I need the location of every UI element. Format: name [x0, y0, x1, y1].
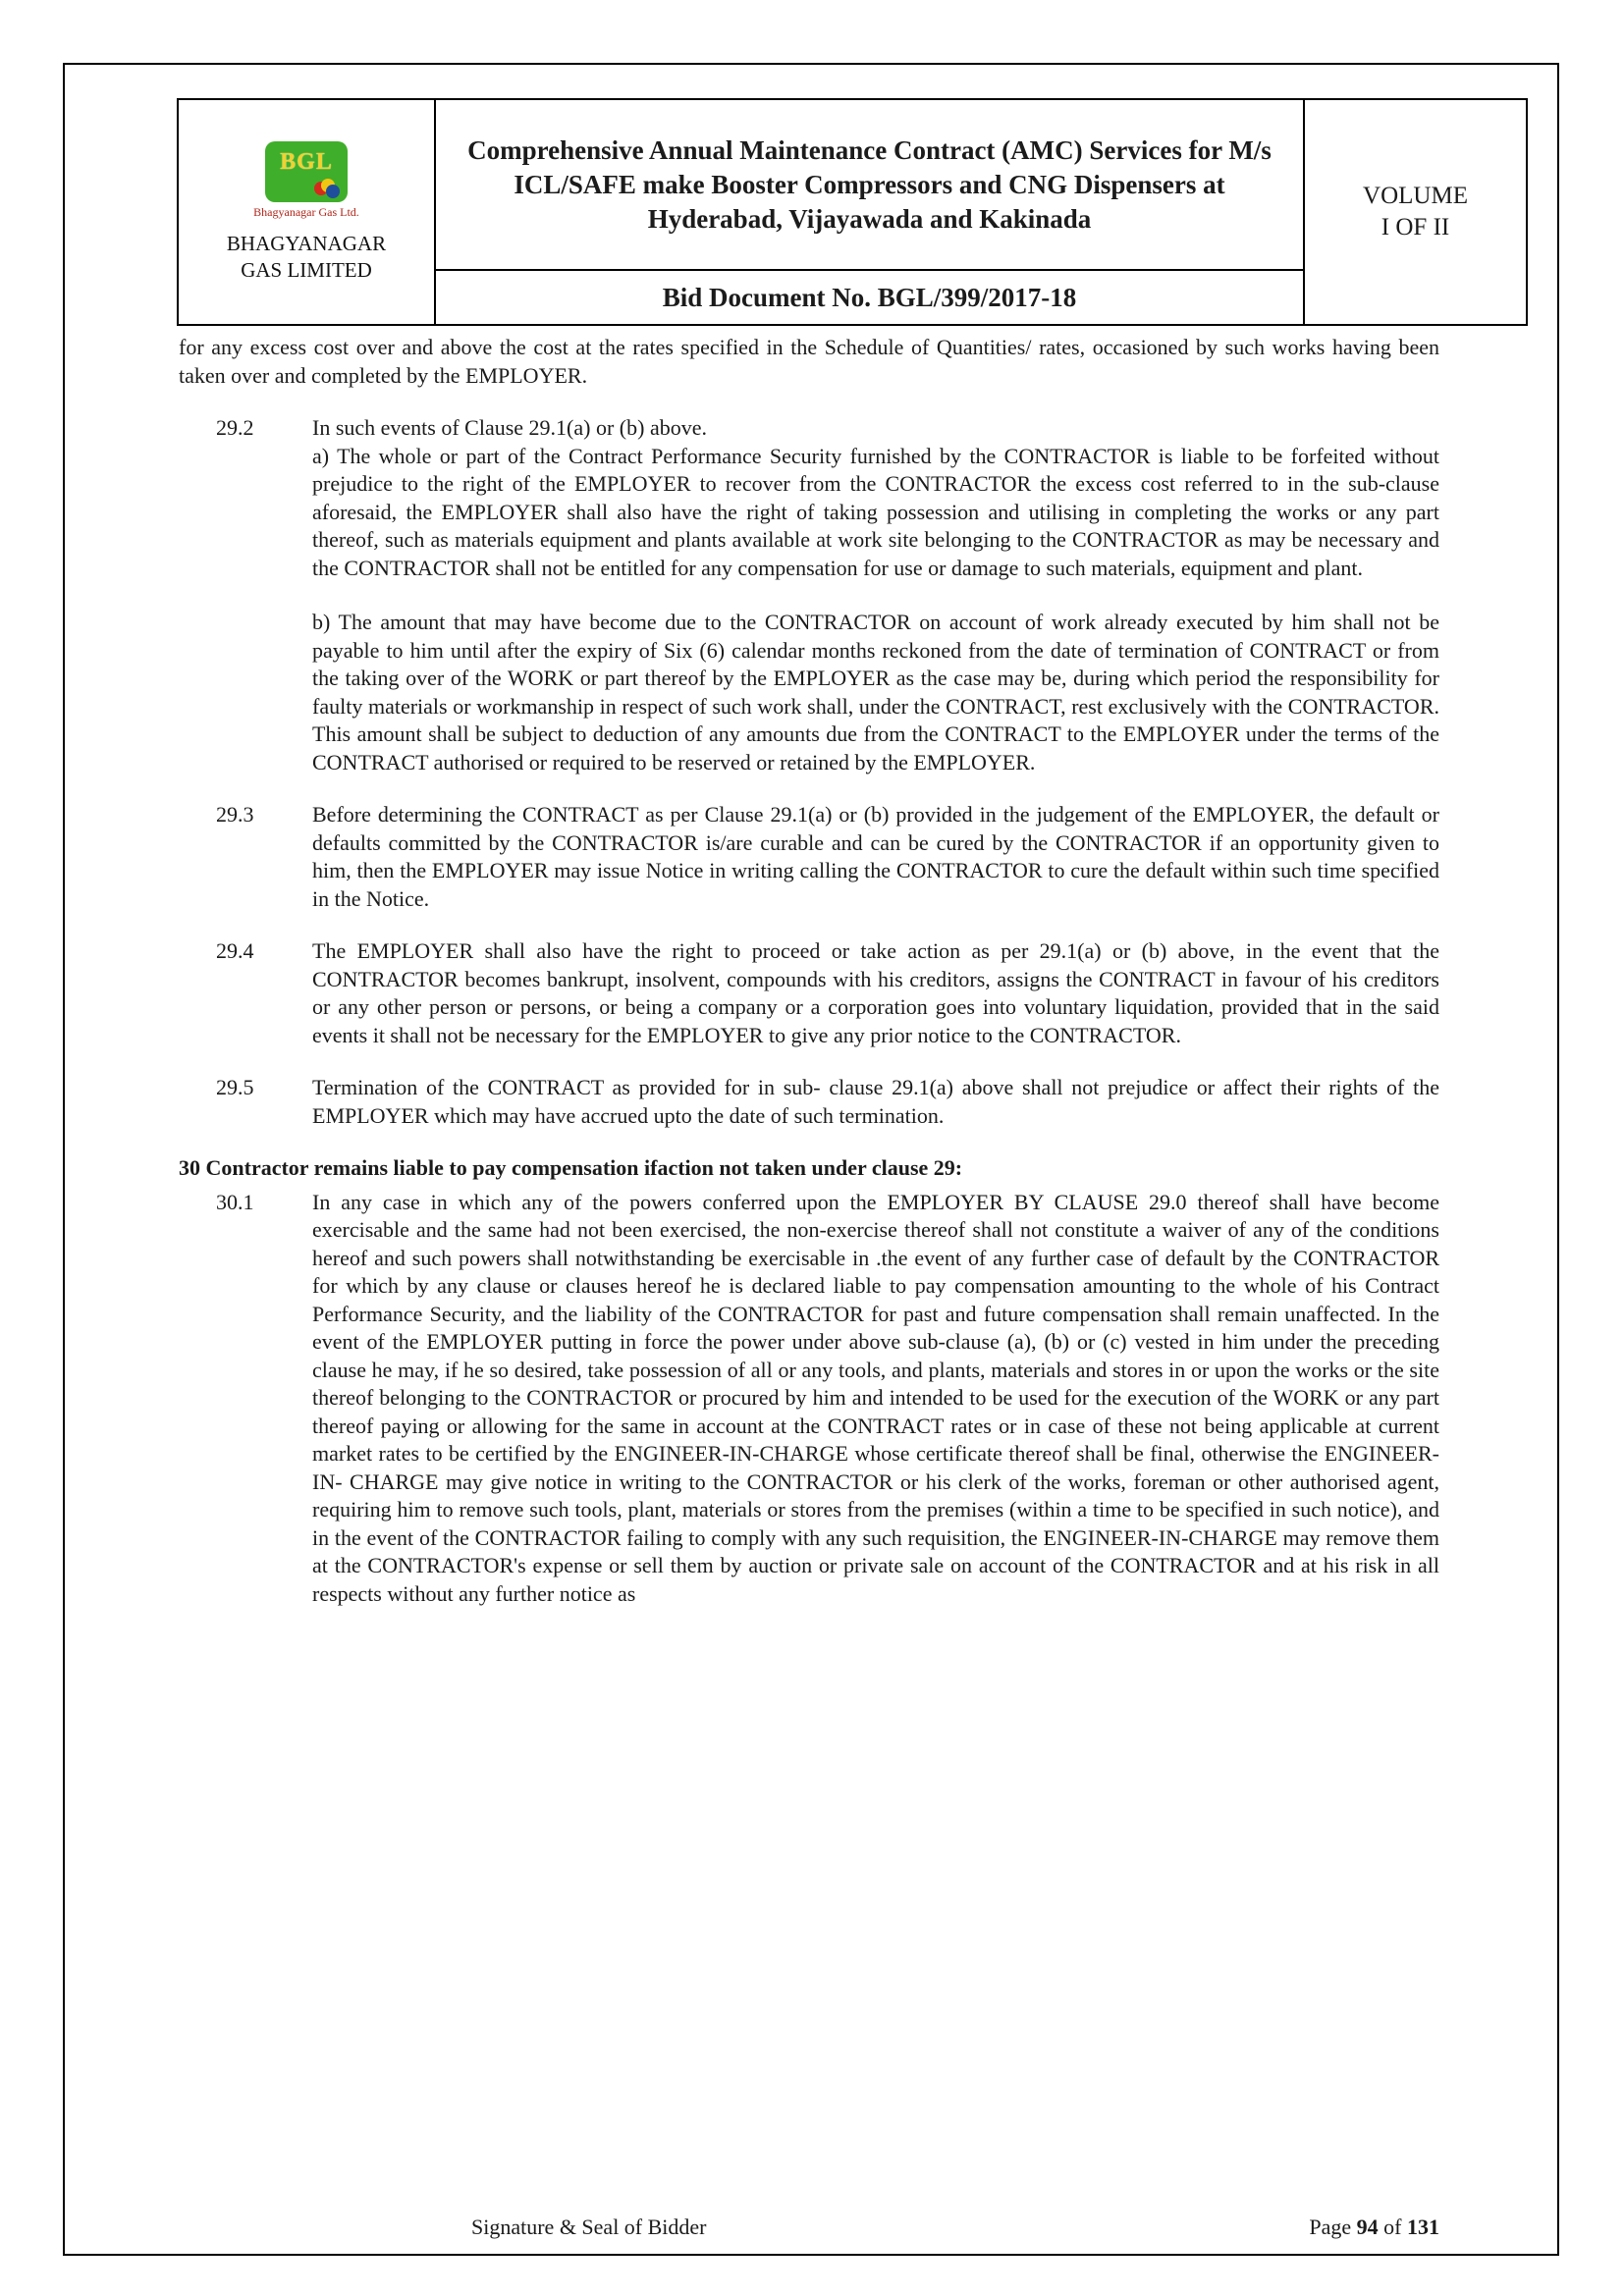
clause-29-2-a: a) The whole or part of the Contract Performance Security furnished by the CONTRACTOR is liable to be forfeited without prejudice to the right of the EMPLOYER to recover from the CONTRACTOR the excess cost referred to in the sub-clause aforesaid, the EMPLOYER shall also have the right of taking possession and utilising in completing the works or any part thereof, such as materials equipment and plants available at work site belonging to the CONTRACTOR as may be necessary and the CONTRACTOR shall not be entitled for any compensation for use or damage to such materials, equipment and plant.	[312, 443, 1439, 580]
logo-cell	[178, 99, 435, 325]
volume-line2: I OF II	[1380, 214, 1450, 240]
page-of-label: of	[1383, 2215, 1402, 2239]
organization-name-line2: GAS LIMITED	[241, 257, 372, 282]
clause-number: 29.2	[216, 415, 254, 440]
bid-document-number: Bid Document No. BGL/399/2017-18	[662, 282, 1077, 312]
clause-29-5	[179, 1074, 1439, 1130]
clause-number: 29.4	[216, 938, 254, 963]
header-table	[177, 98, 1528, 326]
page-current: 94	[1356, 2215, 1379, 2239]
organization-name	[189, 231, 424, 284]
clause-29-2	[179, 414, 1439, 776]
page-number	[1309, 2215, 1439, 2240]
document-title: Comprehensive Annual Maintenance Contract (AMC) Services for M/s ICL/SAFE make Booster Compressors and CNG Dispensers at Hyderabad, Vijayawada and Kakinada	[467, 134, 1272, 234]
bgl-logo-text: BGL	[280, 148, 333, 175]
bid-document-number-cell	[435, 270, 1304, 325]
clause-text	[312, 801, 1439, 913]
section-30-heading: 30 Contractor remains liable to pay compensation ifaction not taken under clause 29:	[179, 1155, 963, 1180]
clause-number: 29.3	[216, 802, 254, 827]
document-title-cell	[435, 99, 1304, 270]
clause-29-2-b: b) The amount that may have become due to the CONTRACTOR on account of work already executed by him shall not be payable to him until after the expiry of Six (6) calendar months reckoned from the date of termination of CONTRACT or from the taking over of the WORK or part thereof by the EMPLOYER as the case may be, during which period the responsibility for faulty materials or workmanship in respect of such work shall, under the CONTRACT, rest exclusively with the CONTRACTOR. This amount shall be subject to deduction of any amounts due from the CONTRACT to the EMPLOYER under the terms of the CONTRACT authorised or required to be reserved or retained by the EMPLOYER.	[312, 610, 1439, 774]
clause-29-3	[179, 801, 1439, 913]
volume-line1: VOLUME	[1363, 183, 1468, 209]
clause-text	[312, 937, 1439, 1049]
clause-30-1-text: In any case in which any of the powers conferred upon the EMPLOYER BY CLAUSE 29.0 thereof shall have become exercisable and the same had not been exercised, the non-exercise thereof shall not constitute a waiver of any of the conditions hereof and such powers shall notwithstanding be exercisable in .the event of any further case of default by the CONTRACTOR for which by any clause or clauses hereof he is declared liable to pay compensation amounting to the whole of his Contract Performance Security, and the liability of the CONTRACTOR for past and future compensation shall remain unaffected. In the event of the EMPLOYER putting in force the power under above sub-clause (a), (b) or (c) vested in him under the preceding clause he may, if he so desired, take possession of all or any tools, and plants, materials and stores in or upon the works or the site thereof belonging to the CONTRACTOR or procured by him and intended to be used for the execution of the WORK or any part thereof paying or allowing for the same in account at the CONTRACT rates or in case of these not being applicable at current market rates to be certified by the ENGINEER-IN-CHARGE whose certificate thereof shall be final, otherwise the ENGINEER-IN- CHARGE may give notice in writing to the CONTRACTOR or his clerk of the works, foreman or other authorised agent, requiring him to remove such tools, plant, materials or stores from the premises (within a time to be specified in such notice), and in the event of the CONTRACTOR failing to comply with any such requisition, the ENGINEER-IN-CHARGE may remove them at the CONTRACTOR's expense or sell them by auction or private sale on account of the CONTRACTOR and at his risk in all respects without any further notice as	[312, 1189, 1439, 1606]
volume-cell	[1304, 99, 1527, 325]
document-body	[179, 334, 1439, 1608]
volume-label	[1315, 181, 1516, 243]
page-footer	[63, 2215, 1559, 2248]
signature-seal-label: Signature & Seal of Bidder	[471, 2215, 707, 2239]
logo-tagline: Bhagyanagar Gas Ltd.	[253, 204, 359, 219]
clause-29-2-lead: In such events of Clause 29.1(a) or (b) above.	[312, 415, 707, 440]
clause-29-4	[179, 937, 1439, 1049]
clause-29-5-text: Termination of the CONTRACT as provided for in sub- clause 29.1(a) above shall not prejudice or affect their rights of the EMPLOYER which may have accrued upto the date of such termination.	[312, 1075, 1439, 1128]
clause-number: 29.5	[216, 1075, 254, 1099]
page-label: Page	[1309, 2215, 1352, 2239]
page-total: 131	[1407, 2215, 1439, 2239]
clause-30-1	[179, 1189, 1439, 1609]
bgl-logo-icon	[265, 141, 348, 202]
clause-29-4-text: The EMPLOYER shall also have the right to proceed or take action as per 29.1(a) or (b) above, in the event that the CONTRACTOR becomes bankrupt, insolvent, compounds with his creditors, assigns the CONTRACT in favour of his creditors or any other person or persons, or being a company or a corporation goes into voluntary liquidation, provided that in the said events it shall not be necessary for the EMPLOYER to give any prior notice to the CONTRACTOR.	[312, 938, 1439, 1047]
clause-29-3-text: Before determining the CONTRACT as per Clause 29.1(a) or (b) provided in the judgement of the EMPLOYER, the default or defaults committed by the CONTRACTOR is/are curable and can be cured by the CONTRACTOR if an opportunity given to him, then the EMPLOYER may issue Notice in writing calling the CONTRACTOR to cure the default within such time specified in the Notice.	[312, 802, 1439, 911]
company-logo	[253, 141, 359, 219]
organization-name-line1: BHAGYANAGAR	[226, 231, 387, 255]
flame-icon	[314, 179, 340, 198]
clause-text	[312, 1074, 1439, 1130]
clause-number: 30.1	[216, 1189, 254, 1214]
intro-paragraph: for any excess cost over and above the cost at the rates specified in the Schedule of Quantities/ rates, occasioned by such works having been taken over and completed by the EMPLOYER.	[179, 335, 1439, 388]
clause-text	[312, 414, 1439, 776]
clause-text	[312, 1189, 1439, 1609]
